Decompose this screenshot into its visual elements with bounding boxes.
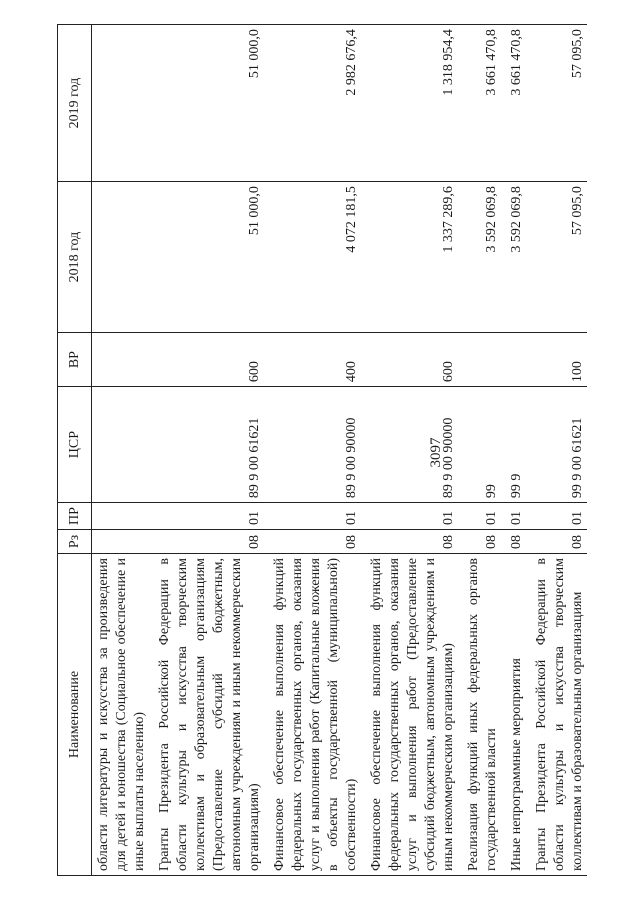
row-2019: 1 318 954,4 [361, 25, 458, 182]
table-row [92, 25, 150, 876]
row-2018: 1 337 289,6 [361, 182, 458, 333]
row-csr: 99 [458, 387, 501, 503]
row-2018: 57 095,0 [526, 182, 587, 333]
table-row [458, 25, 501, 876]
row-pr [92, 503, 150, 530]
table-row [149, 25, 264, 876]
row-name: Финансовое обеспечение выполнения функций федеральных государственных органов, оказания услуг и выполнения работ (Предоставление субсидий бюджетным, автономным учреждениям и иным некоммерческим организациям) [361, 554, 458, 876]
row-csr: 99 9 [501, 387, 526, 503]
table-row [361, 25, 458, 876]
row-2018: 51 000,0 [149, 182, 264, 333]
row-vr [92, 333, 150, 387]
row-pr: 01 [526, 503, 587, 530]
page-number: 3097 [428, 437, 444, 468]
row-csr [92, 387, 150, 503]
row-vr: 600 [149, 333, 264, 387]
header-2019: 2019 год [58, 25, 92, 182]
header-name: Наименование [58, 554, 92, 876]
row-vr [458, 333, 501, 387]
row-2018: 3 592 069,8 [501, 182, 526, 333]
row-rz: 08 [149, 530, 264, 554]
row-csr: 89 9 00 90000 [361, 387, 458, 503]
row-pr: 01 [361, 503, 458, 530]
row-pr: 01 [264, 503, 361, 530]
row-csr: 89 9 00 90000 [264, 387, 361, 503]
row-name: Гранты Президента Российской Федерации в области культуры и искусства творческим коллективам и образовательным организациям (Предоставление субсидий бюджетным, автономным учреждениям и иным некоммерческим организациям) [149, 554, 264, 876]
row-2019: 3 661 470,8 [458, 25, 501, 182]
row-name: Финансовое обеспечение выполнения функций федеральных государственных органов, оказания услуг и выполнения работ (Капитальные вложения в объекты государственной (муниципальной) собственности) [264, 554, 361, 876]
row-vr: 100 [526, 333, 587, 387]
row-rz: 08 [526, 530, 587, 554]
table-header-row [58, 25, 92, 876]
header-rz: Рз [58, 530, 92, 554]
row-2019: 3 661 470,8 [501, 25, 526, 182]
header-pr: ПР [58, 503, 92, 530]
row-rz: 08 [264, 530, 361, 554]
row-2018 [92, 182, 150, 333]
row-rz [92, 530, 150, 554]
row-2018: 3 592 069,8 [458, 182, 501, 333]
row-vr [501, 333, 526, 387]
row-pr: 01 [149, 503, 264, 530]
row-pr: 01 [458, 503, 501, 530]
row-rz: 08 [501, 530, 526, 554]
row-name: Гранты Президента Российской Федерации в области культуры и искусства творческим коллективам и образовательным организациям [526, 554, 587, 876]
row-2018: 4 072 181,5 [264, 182, 361, 333]
row-csr: 99 9 00 61621 [526, 387, 587, 503]
row-2019 [92, 25, 150, 182]
row-vr: 600 [361, 333, 458, 387]
row-rz: 08 [458, 530, 501, 554]
table-row [264, 25, 361, 876]
header-vr: ВР [58, 333, 92, 387]
row-2019: 57 095,0 [526, 25, 587, 182]
row-2019: 51 000,0 [149, 25, 264, 182]
row-rz: 08 [361, 530, 458, 554]
row-name: Иные непрограммные мероприятия [501, 554, 526, 876]
row-vr: 400 [264, 333, 361, 387]
row-2019: 2 982 676,4 [264, 25, 361, 182]
row-name: Реализация функций иных федеральных органов государственной власти [458, 554, 501, 876]
row-pr: 01 [501, 503, 526, 530]
row-name: области литературы и искусства за произведения для детей и юношества (Социальное обеспечение и иные выплаты населению) [92, 554, 150, 876]
header-csr: ЦСР [58, 387, 92, 503]
table-row [501, 25, 526, 876]
budget-table [57, 24, 587, 876]
table-row [526, 25, 587, 876]
row-csr: 89 9 00 61621 [149, 387, 264, 503]
header-2018: 2018 год [58, 182, 92, 333]
